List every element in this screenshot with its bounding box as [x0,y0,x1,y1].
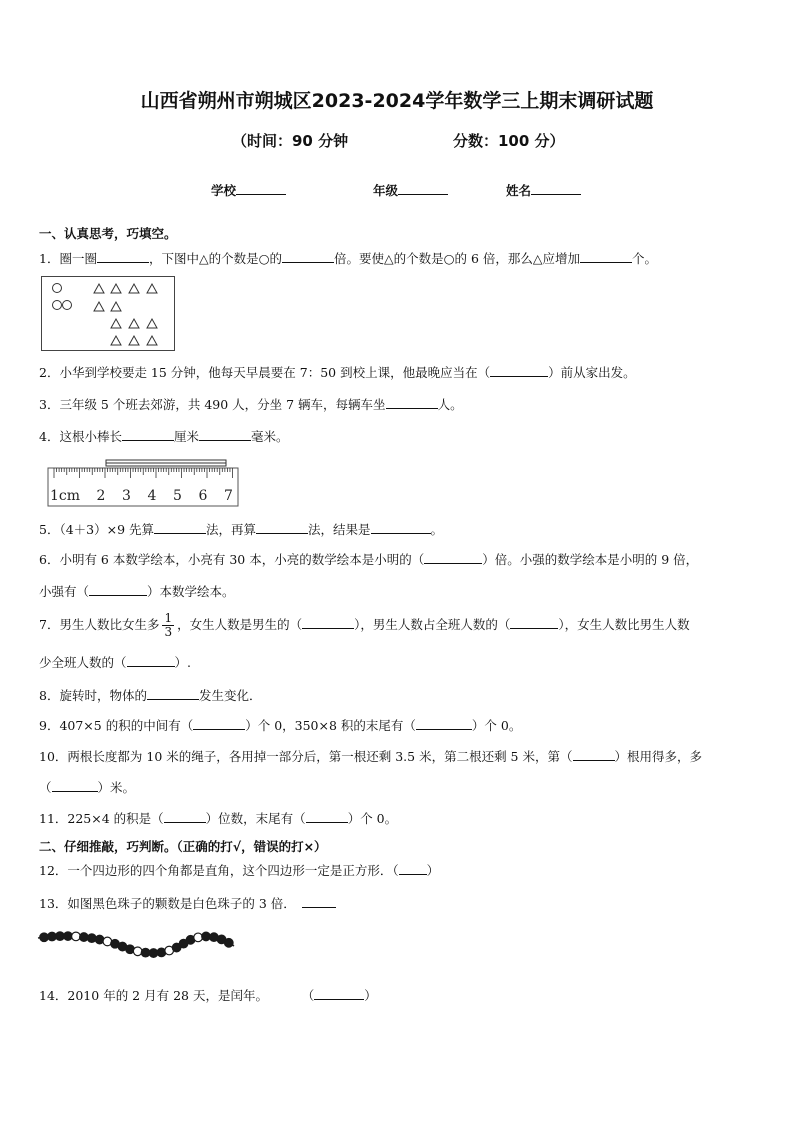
q3-blank[interactable] [386,395,438,409]
q6-blank-2[interactable] [89,583,147,596]
black-bead [87,934,96,943]
q5-blank-2[interactable] [256,520,308,534]
page-title: 山西省朔州市朔城区2023-2024学年数学三上期末调研试题 [140,90,654,112]
triangle-shape [94,284,104,293]
black-bead [202,932,211,941]
question-7-line-1: 7．男生人数比女生多 $\frac{1}{3}$ ，女生人数是男生的（ ），男生人数占全班人数的（ ），女生人数比男生人数 [39,611,690,639]
white-bead [133,947,142,956]
q9-blank-1[interactable] [193,717,245,730]
q8-blank[interactable] [147,686,199,700]
question-3: 3．三年级 5 个班去郊游，共 490 人，分坐 7 辆车，每辆车坐 人。 [39,397,463,412]
triangle-shape [147,336,157,345]
q9-blank-2[interactable] [416,717,472,730]
ruler-label: 3 [122,488,131,504]
q4-blank-2[interactable] [199,427,251,441]
circle-shape [63,301,72,310]
white-bead [194,933,203,942]
school-label: 学校 [211,183,237,198]
q7-blank-3[interactable] [127,654,175,667]
circles-triangles-figure [41,276,175,351]
q14-blank[interactable] [314,987,364,1000]
black-bead [40,933,49,942]
ruler-label: 1cm [50,488,81,504]
question-6-line-1: 6．小明有 6 本数学绘本，小亮有 30 本，小亮的数学绘本是小明的（ ）倍。小强的数学绘本是小明的 9 倍， [39,552,699,567]
question-12: 12．一个四边形的四个角都是直角，这个四边形一定是正方形．（ ） [39,863,440,878]
triangle-shape [111,336,121,345]
question-10-line-1: 10．两根长度都为 10 米的绳子，各用掉一部分后，第一根还剩 3.5 米，第二根还剩 5 米，第（ ）根用得多，多 [39,749,703,764]
q11-blank-2[interactable] [306,810,348,823]
section-2-heading: 二、仔细推敲，巧判断。（正确的打√，错误的打×） [39,839,327,854]
q10-blank-2[interactable] [52,779,98,792]
exam-score: 分数：100 分） [453,132,565,150]
black-bead [56,932,65,941]
name-blank[interactable] [531,181,581,195]
black-bead [141,948,150,957]
name-field [506,181,581,199]
black-bead [149,949,158,958]
q1-blank-2[interactable] [282,249,334,263]
question-9: 9．407×5 的积的中间有（ ）个 0，350×8 积的末尾有（ ）个 0。 [39,718,522,733]
question-11: 11．225×4 的积是（ ）位数，末尾有（ ）个 0。 [39,811,398,826]
triangle-shape [147,284,157,293]
q1-blank-3[interactable] [580,249,632,263]
q12-blank[interactable] [399,862,427,875]
triangle-shape [94,302,104,311]
grade-field [373,181,448,199]
q2-blank[interactable] [490,364,548,377]
question-10-line-2: （ ）米。 [39,780,136,795]
beads-figure [36,926,236,970]
black-bead [224,939,233,948]
grade-blank[interactable] [398,181,448,195]
q13-blank[interactable] [302,894,336,908]
q4-blank-1[interactable] [122,427,174,441]
name-label: 姓名 [506,183,532,198]
triangle-shape [111,302,121,311]
question-4: 4．这根小棒长 厘米 毫米。 [39,429,289,444]
ruler-figure [46,454,242,508]
white-bead [72,932,81,941]
exam-time: （时间：90 分钟 [232,132,349,150]
school-blank[interactable] [236,181,286,195]
q7-blank-1[interactable] [302,616,354,629]
black-bead [80,933,89,942]
section-1-heading: 一、认真思考，巧填空。 [39,226,177,241]
ruler-label: 4 [147,488,157,504]
grade-label: 年级 [373,183,399,198]
triangle-shape [129,319,139,328]
triangle-shape [111,284,121,293]
q1-blank-1[interactable] [97,249,149,263]
triangle-shape [129,284,139,293]
question-2: 2．小华到学校要走 15 分钟，他每天早晨要在 7：50 到校上课，他最晚应当在（ ）前从家出发。 [39,365,636,380]
black-bead [64,932,73,941]
question-5: 5．（4＋3）×9 先算 法，再算 法，结果是 。 [39,522,444,537]
triangle-shape [111,319,121,328]
ruler-label: 7 [224,488,233,504]
question-7-line-2: 少全班人数的（ ）. [39,655,191,670]
black-bead [48,932,57,941]
question-6-line-2: 小强有（ ）本数学绘本。 [39,584,235,599]
question-14: 14．2010 年的 2 月有 28 天，是闰年。 （ ） [39,988,377,1003]
ruler-label: 6 [198,488,208,504]
circle-shape [53,301,62,310]
q6-blank-1[interactable] [424,551,482,564]
school-field [211,181,286,199]
question-13: 13．如图黑色珠子的颗数是白色珠子的 3 倍． [39,894,336,913]
q10-blank-1[interactable] [573,748,615,761]
q11-blank-1[interactable] [164,810,206,823]
triangle-shape [129,336,139,345]
question-8: 8．旋转时，物体的 发生变化． [39,688,262,703]
fraction-one-third: $\frac{1}{3}$ [164,611,173,639]
q7-blank-2[interactable] [510,616,558,629]
circle-shape [53,284,62,293]
ruler-label: 5 [173,488,182,504]
q5-blank-1[interactable] [154,520,206,534]
question-1: 1．圈一圈 ，下图中△的个数是○的 倍。要使△的个数是○的 6 倍，那么△应增加 个。 [39,251,658,266]
triangle-shape [147,319,157,328]
q5-blank-3[interactable] [371,520,431,534]
ruler-label: 2 [96,488,106,504]
